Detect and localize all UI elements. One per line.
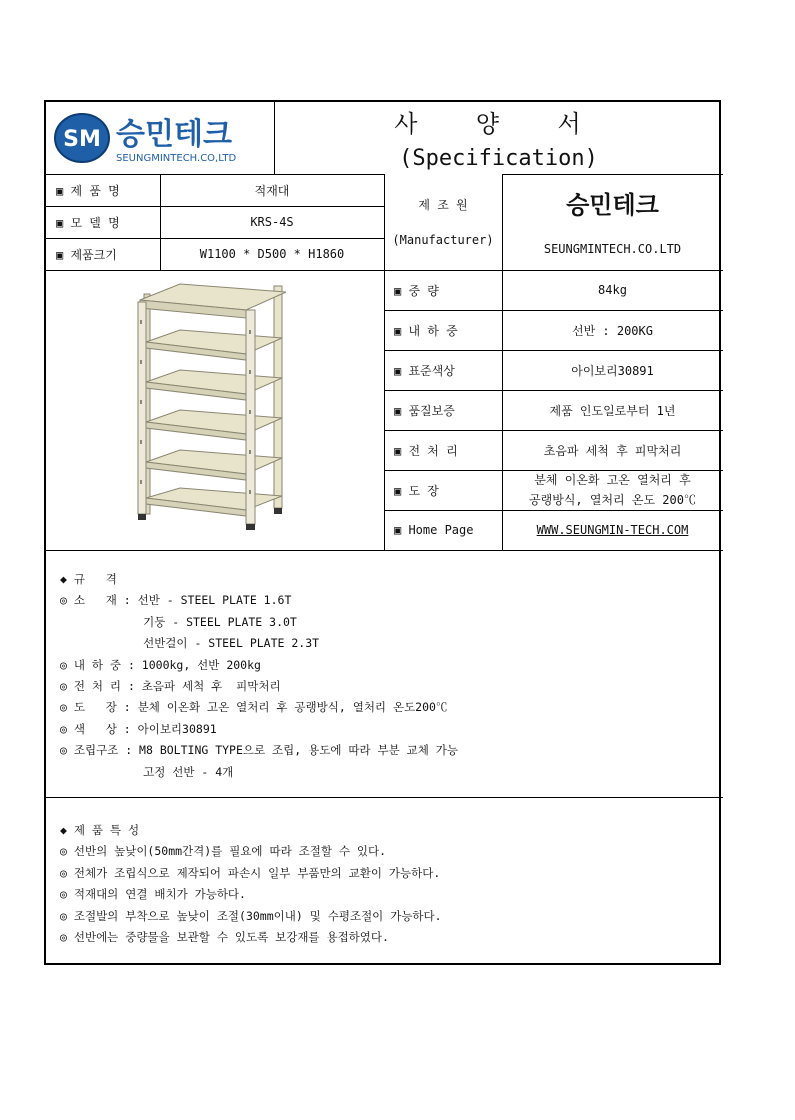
warranty-value: 제품 인도일로부터 1년: [549, 403, 676, 418]
logo-mark: SM: [63, 127, 101, 152]
features-section: [60, 820, 442, 948]
spec-line: ◎ 전 처 리 : 초음파 세척 후 피막처리: [60, 679, 281, 694]
standard-color-value: 아이보리30891: [571, 363, 654, 378]
coating-label: ▣ 도 장: [394, 483, 439, 498]
title-english: (Specification): [399, 146, 598, 171]
spec-line: ◎ 색 상 : 아이보리30891: [60, 721, 217, 736]
spec-line: 선반걸이 - STEEL PLATE 2.3T: [60, 636, 320, 651]
spec-section: [60, 569, 458, 783]
features-heading: ◆ 제 품 특 성: [60, 823, 140, 837]
company-logo: [52, 108, 272, 170]
feature-line: ◎ 조절발의 부착으로 높낮이 조절(30mm이내) 및 수평조절이 가능하다.: [60, 908, 442, 923]
logo-english: SEUNGMINTECH.CO,LTD: [116, 153, 237, 164]
pretreatment-label: ▣ 전 처 리: [394, 443, 458, 458]
weight-value: 84kg: [598, 283, 627, 297]
spec-heading: ◆ 규 격: [60, 572, 117, 586]
spec-line: ◎ 내 하 중 : 1000kg, 선반 200kg: [60, 657, 261, 672]
title-korean: 사 양 서: [394, 110, 603, 138]
logo-korean: 승민테크: [116, 117, 232, 152]
manufacturer-english: SEUNGMINTECH.CO.LTD: [543, 242, 682, 256]
coating-value-line1: 분체 이온화 고온 열처리 후: [534, 473, 691, 487]
standard-color-label: ▣ 표준색상: [394, 363, 455, 378]
product-image: [126, 280, 306, 544]
feature-line: ◎ 선반에는 중량물을 보관할 수 있도록 보강재를 용접하였다.: [60, 930, 389, 945]
spec-line: ◎ 조립구조 : M8 BOLTING TYPE으로 조립, 용도에 따라 부분 교체 가능: [60, 743, 459, 758]
model-name-value: KRS-4S: [250, 215, 294, 229]
homepage-label: ▣ Home Page: [394, 523, 474, 537]
manufacturer-label: 제 조 원: [418, 197, 468, 212]
coating-value: [502, 470, 723, 510]
manufacturer-label-english: (Manufacturer): [392, 233, 494, 247]
coating-value-line2: 공랭방식, 열처리 온도 200℃: [529, 493, 696, 507]
spec-line: 기둥 - STEEL PLATE 3.0T: [60, 614, 297, 629]
product-name-value: 적재대: [254, 183, 290, 198]
model-name-label: ▣ 모 델 명: [56, 215, 120, 230]
load-capacity-label: ▣ 내 하 중: [394, 323, 458, 338]
product-size-label: ▣ 제품크기: [56, 247, 117, 262]
spec-line: 고정 선반 - 4개: [60, 764, 234, 779]
spec-line: ◎ 도 장 : 분체 이온화 고온 열처리 후 공랭방식, 열처리 온도200℃: [60, 700, 448, 715]
feature-line: ◎ 적재대의 연결 배치가 가능하다.: [60, 887, 246, 902]
warranty-label: ▣ 품질보증: [394, 403, 455, 418]
spec-sheet: [44, 100, 721, 965]
product-name-label: ▣ 제 품 명: [56, 183, 120, 198]
feature-line: ◎ 선반의 높낮이(50mm간격)를 필요에 따라 조절할 수 있다.: [60, 844, 387, 859]
product-size-value: W1100 * D500 * H1860: [199, 247, 345, 261]
homepage-link-cell: [502, 510, 723, 550]
spec-line: ◎ 소 재 : 선반 - STEEL PLATE 1.6T: [60, 593, 292, 608]
homepage-link[interactable]: WWW.SEUNGMIN-TECH.COM: [536, 523, 689, 537]
load-capacity-value: 선반 : 200KG: [572, 323, 653, 338]
feature-line: ◎ 전체가 조립식으로 제작되어 파손시 일부 부품만의 교환이 가능하다.: [60, 865, 441, 880]
weight-label: ▣ 중 량: [394, 283, 439, 298]
manufacturer-name: 승민테크: [566, 190, 659, 219]
pretreatment-value: 초음파 세척 후 피막처리: [543, 443, 682, 458]
